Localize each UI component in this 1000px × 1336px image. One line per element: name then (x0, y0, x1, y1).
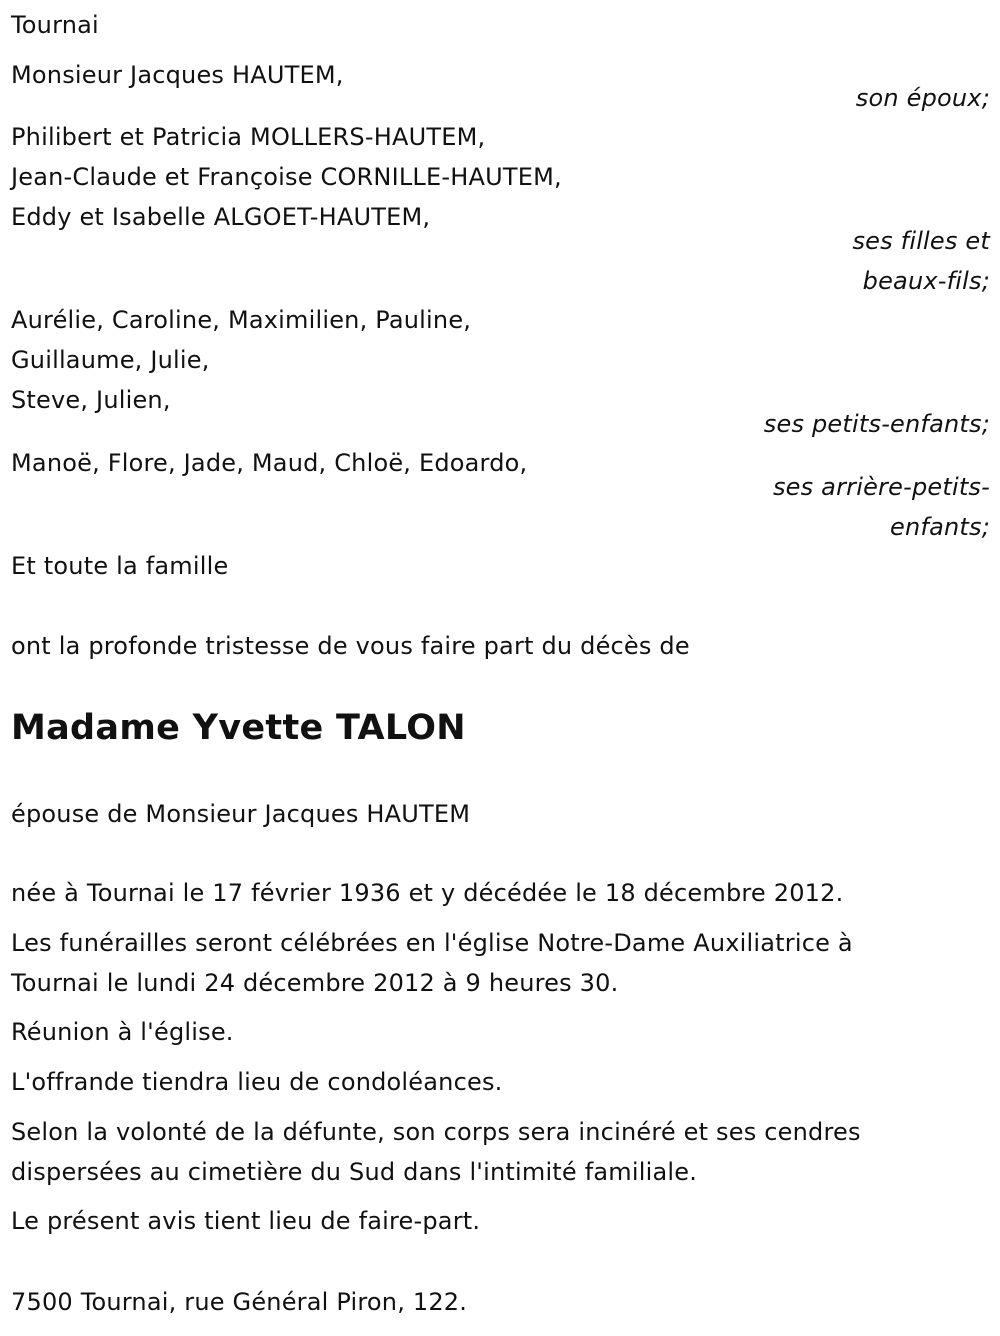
spouse-name: Monsieur Jacques HAUTEM, (11, 61, 344, 89)
grandchild-line: Aurélie, Caroline, Maximilien, Pauline, (11, 306, 472, 334)
cremation-line: Selon la volonté de la défunte, son corps sera incinéré et ses cendres (11, 1118, 861, 1146)
great-grandchildren-role-line-1: ses arrière-petits- (772, 473, 990, 501)
child-line: Philibert et Patricia MOLLERS-HAUTEM, (11, 123, 486, 151)
funeral-line: Tournai le lundi 24 décembre 2012 à 9 heures 30. (11, 969, 619, 997)
great-grandchildren: Manoë, Flore, Jade, Maud, Chloë, Edoardo, (11, 449, 528, 477)
child-line: Jean-Claude et Françoise CORNILLE-HAUTEM, (11, 163, 562, 191)
funeral-line: Les funérailles seront célébrées en l'église Notre-Dame Auxiliatrice à (11, 929, 853, 957)
family-all: Et toute la famille (11, 552, 229, 580)
deceased-name: Madame Yvette TALON (11, 708, 466, 748)
notice: Le présent avis tient lieu de faire-part. (11, 1207, 481, 1235)
spouse-of: épouse de Monsieur Jacques HAUTEM (11, 800, 471, 828)
announcement: ont la profonde tristesse de vous faire part du décès de (11, 632, 690, 660)
spouse-role: son époux; (855, 84, 990, 112)
grandchildren-role: ses petits-enfants; (763, 410, 990, 438)
children-role-line-2: beaux-fils; (862, 267, 990, 295)
cremation-line: dispersées au cimetière du Sud dans l'intimité familiale. (11, 1158, 698, 1186)
grandchild-line: Steve, Julien, (11, 386, 171, 414)
children-role-line-1: ses filles et (852, 227, 990, 255)
great-grandchildren-role-line-2: enfants; (890, 513, 990, 541)
grandchild-line: Guillaume, Julie, (11, 346, 210, 374)
meeting: Réunion à l'église. (11, 1018, 234, 1046)
city-heading: Tournai (11, 11, 99, 39)
offering: L'offrande tiendra lieu de condoléances. (11, 1068, 503, 1096)
child-line: Eddy et Isabelle ALGOET-HAUTEM, (11, 203, 431, 231)
birth-death: née à Tournai le 17 février 1936 et y décédée le 18 décembre 2012. (11, 879, 844, 907)
address: 7500 Tournai, rue Général Piron, 122. (11, 1288, 468, 1316)
